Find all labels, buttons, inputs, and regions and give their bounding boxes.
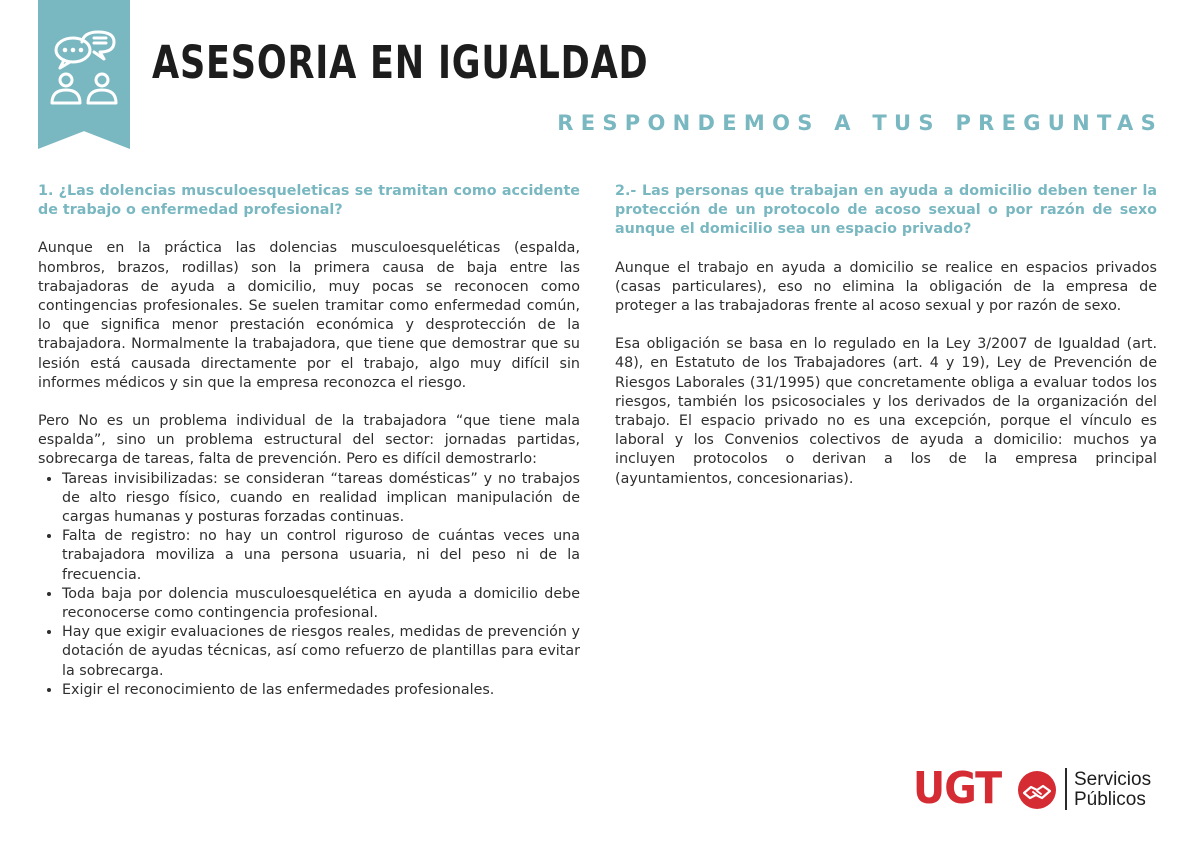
page-subtitle: RESPONDEMOS A TUS PREGUNTAS <box>557 111 1163 135</box>
handshake-icon <box>1016 769 1058 811</box>
list-item: • Tareas invisibilizadas: se consideran “tareas domésticas” y no trabajos de alto riesgo físico, cuando en realidad implican manipulación de cargas humanas y posturas forzadas continuas. <box>62 470 580 528</box>
ugt-logo <box>913 763 1163 814</box>
logo-divider <box>1065 768 1067 810</box>
list-item: • Hay que exigir evaluaciones de riesgos reales, medidas de prevención y dotación de ayudas técnicas, así como refuerzo de plantillas para evitar la sobrecarga. <box>62 623 580 681</box>
question-1: 1. ¿Las dolencias musculoesqueleticas se tramitan como accidente de trabajo o enfermedad profesional? <box>38 183 580 219</box>
answer-1-bullet-list <box>38 470 580 700</box>
right-column <box>615 182 1157 508</box>
answer-2-paragraph-2: Esa obligación se basa en lo regulado en la Ley 3/2007 de Igualdad (art. 48), en Estatuto de los Trabajadores (art. 4 y 19), Ley de Prevención de Riesgos Laborales (31/1995) que concretamente obliga a evaluar todos los riesgos, también los psicosociales y los derivados de la organización del trabajo. El espacio privado no es una excepción, porque el vínculo es laboral y los Convenios colectivos de ayuda a domicilio: muchos ya incluyen protocolos o derivan a los de la empresa principal (ayuntamientos, concesionarias). <box>615 336 1157 487</box>
service-line-1: Servicios <box>1074 769 1152 790</box>
page-title: ASESORIA EN IGUALDAD <box>152 36 649 89</box>
service-name <box>1074 770 1151 810</box>
list-item: • Falta de registro: no hay un control riguroso de cuántas veces una trabajadora moviliza a una persona usuaria, ni del peso ni de la frecuencia. <box>62 527 580 585</box>
question-2: 2.- Las personas que trabajan en ayuda a domicilio deben tener la protección de un protocolo de acoso sexual o por razón de sexo aunque el domicilio sea un espacio privado? <box>615 183 1157 238</box>
people-chat-icon <box>44 28 124 110</box>
list-item: • Toda baja por dolencia musculoesquelética en ayuda a domicilio debe reconocerse como contingencia profesional. <box>62 585 580 623</box>
answer-1-paragraph-2: Pero No es un problema individual de la trabajadora “que tiene mala espalda”, sino un problema estructural del sector: jornadas partidas, sobrecarga de tareas, falta de prevención. Pero es difícil demostrarlo: <box>38 413 580 468</box>
header-ribbon <box>38 0 130 149</box>
left-column <box>38 182 580 700</box>
service-line-2: Públicos <box>1074 789 1146 810</box>
list-item: • Exigir el reconocimiento de las enfermedades profesionales. <box>62 681 580 700</box>
answer-1-paragraph-1: Aunque en la práctica las dolencias musculoesqueléticas (espalda, hombros, brazos, rodillas) son la primera causa de baja entre las trabajadoras de ayuda a domicilio, muy pocas se reconocen como contingencias profesionales. Se suelen tramitar como enfermedad común, lo que significa menor prestación económica y desprotección de la trabajadora. Normalmente la trabajadora, que tiene que demostrar que su lesión está causada directamente por el trabajo, algo muy difícil sin informes médicos y sin que la empresa reconozca el riesgo. <box>38 240 580 391</box>
answer-2-paragraph-1: Aunque el trabajo en ayuda a domicilio se realice en espacios privados (casas particulares), eso no elimina la obligación de la empresa de proteger a las trabajadoras frente al acoso sexual y por razón de sexo. <box>615 259 1157 315</box>
ugt-logo-text: UGT <box>913 763 1002 814</box>
